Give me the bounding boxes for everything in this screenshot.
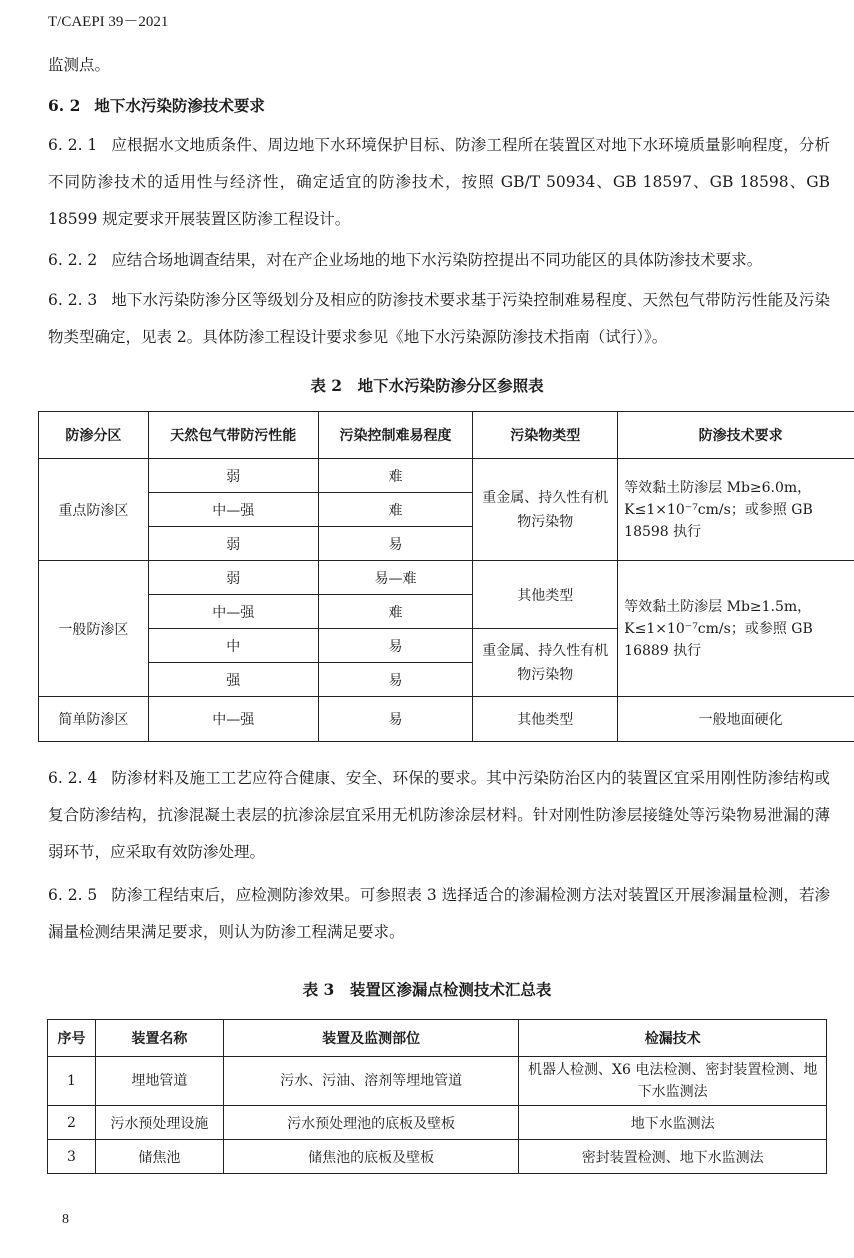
clause-6-2-5 xyxy=(48,877,830,951)
perf-cell: 中—强 xyxy=(148,697,318,742)
table-row xyxy=(39,697,854,742)
table2-caption: 表 2 地下水污染防渗分区参照表 xyxy=(310,376,544,395)
clause-6-2-2 xyxy=(48,242,830,279)
row-index-cell: 2 xyxy=(48,1106,96,1140)
difficulty-cell: 易 xyxy=(318,697,473,742)
clause-number: 6. 2. 3 xyxy=(48,291,98,309)
monitor-location-cell: 污水预处理池的底板及壁板 xyxy=(223,1106,519,1140)
difficulty-cell: 易 xyxy=(318,527,473,561)
table3-caption: 表 3 装置区渗漏点检测技术汇总表 xyxy=(302,980,552,999)
row-index-cell: 3 xyxy=(48,1140,96,1174)
column-header: 防渗分区 xyxy=(39,412,149,459)
tech-cell: 等效黏土防渗层 Mb≥1.5m，K≤1×10⁻⁷cm/s；或参照 GB 16889 执行 xyxy=(618,561,854,697)
row-index-cell: 1 xyxy=(48,1057,96,1106)
table-header-row xyxy=(39,412,854,459)
zone-cell: 一般防渗区 xyxy=(39,561,149,697)
monitor-location-cell: 污水、污油、溶剂等埋地管道 xyxy=(223,1057,519,1106)
perf-cell: 弱 xyxy=(148,459,318,493)
difficulty-cell: 难 xyxy=(318,595,473,629)
table2 xyxy=(38,411,854,742)
pollutant-type-cell: 重金属、持久性有机物污染物 xyxy=(473,629,618,697)
perf-cell: 中—强 xyxy=(148,595,318,629)
pollutant-type-cell: 其他类型 xyxy=(473,697,618,742)
tech-cell: 等效黏土防渗层 Mb≥6.0m，K≤1×10⁻⁷cm/s；或参照 GB 18598 执行 xyxy=(618,459,854,561)
clause-text: 应根据水文地质条件、周边地下水环境保护目标、防渗工程所在装置区对地下水环境质量影响程度，分析不同防渗技术的适用性与经济性，确定适宜的防渗技术，按照 GB/T 50934、GB 18597、GB 18598、GB 18599 规定要求开展装置区防渗工程设计。 xyxy=(48,136,830,228)
table-row xyxy=(48,1140,827,1174)
clause-text: 应结合场地调查结果，对在产企业场地的地下水污染防控提出不同功能区的具体防渗技术要求。 xyxy=(111,251,763,269)
monitor-location-cell: 储焦池的底板及壁板 xyxy=(223,1140,519,1174)
clause-6-2-1 xyxy=(48,127,830,238)
difficulty-cell: 难 xyxy=(318,493,473,527)
device-name-cell: 储焦池 xyxy=(95,1140,223,1174)
document-number: T/CAEPI 39－2021 xyxy=(48,14,169,30)
leak-tech-cell: 地下水监测法 xyxy=(519,1106,827,1140)
difficulty-cell: 易—难 xyxy=(318,561,473,595)
perf-cell: 弱 xyxy=(148,527,318,561)
clause-6-2-3 xyxy=(48,282,830,356)
table-row xyxy=(48,1057,827,1106)
clause-text: 地下水污染防渗分区等级划分及相应的防渗技术要求基于污染控制难易程度、天然包气带防污性能及污染物类型确定，见表 2。具体防渗工程设计要求参见《地下水污染源防渗技术指南（试行）》。 xyxy=(48,291,830,346)
section-title: 地下水污染防渗技术要求 xyxy=(94,96,265,115)
perf-cell: 强 xyxy=(148,663,318,697)
clause-text: 防渗工程结束后，应检测防渗效果。可参照表 3 选择适合的渗漏检测方法对装置区开展渗漏量检测，若渗漏量检测结果满足要求，则认为防渗工程满足要求。 xyxy=(48,886,830,941)
column-header: 装置名称 xyxy=(95,1020,223,1057)
zone-cell: 重点防渗区 xyxy=(39,459,149,561)
table-header-row xyxy=(48,1020,827,1057)
column-header: 污染物类型 xyxy=(473,412,618,459)
paragraph-tail: 监测点。 xyxy=(48,56,111,74)
column-header: 防渗技术要求 xyxy=(618,412,854,459)
page-number: 8 xyxy=(62,1212,69,1227)
difficulty-cell: 易 xyxy=(318,663,473,697)
perf-cell: 弱 xyxy=(148,561,318,595)
section-number: 6. 2 xyxy=(48,96,81,115)
tech-cell: 一般地面硬化 xyxy=(618,697,854,742)
table-row xyxy=(48,1106,827,1140)
difficulty-cell: 易 xyxy=(318,629,473,663)
column-header: 天然包气带防污性能 xyxy=(148,412,318,459)
column-header: 序号 xyxy=(48,1020,96,1057)
difficulty-cell: 难 xyxy=(318,459,473,493)
clause-number: 6. 2. 4 xyxy=(48,769,98,787)
pollutant-type-cell: 重金属、持久性有机物污染物 xyxy=(473,459,618,561)
perf-cell: 中 xyxy=(148,629,318,663)
table-row xyxy=(39,459,854,493)
clause-6-2-4 xyxy=(48,760,830,871)
device-name-cell: 污水预处理设施 xyxy=(95,1106,223,1140)
table3 xyxy=(47,1019,827,1174)
device-name-cell: 埋地管道 xyxy=(95,1057,223,1106)
leak-tech-cell: 密封装置检测、地下水监测法 xyxy=(519,1140,827,1174)
column-header: 污染控制难易程度 xyxy=(318,412,473,459)
clause-number: 6. 2. 2 xyxy=(48,251,98,269)
table-row xyxy=(39,561,854,595)
clause-number: 6. 2. 5 xyxy=(48,886,98,904)
perf-cell: 中—强 xyxy=(148,493,318,527)
section-6-2-heading xyxy=(48,87,830,124)
column-header: 装置及监测部位 xyxy=(223,1020,519,1057)
clause-number: 6. 2. 1 xyxy=(48,136,98,154)
pollutant-type-cell: 其他类型 xyxy=(473,561,618,629)
leak-tech-cell: 机器人检测、X6 电法检测、密封装置检测、地下水监测法 xyxy=(519,1057,827,1106)
column-header: 检漏技术 xyxy=(519,1020,827,1057)
clause-text: 防渗材料及施工工艺应符合健康、安全、环保的要求。其中污染防治区内的装置区宜采用刚性防渗结构或复合防渗结构，抗渗混凝土表层的抗渗涂层宜采用无机防渗涂层材料。针对刚性防渗层接缝处等污染物易泄漏的薄弱环节，应采取有效防渗处理。 xyxy=(48,769,830,861)
zone-cell: 简单防渗区 xyxy=(39,697,149,742)
